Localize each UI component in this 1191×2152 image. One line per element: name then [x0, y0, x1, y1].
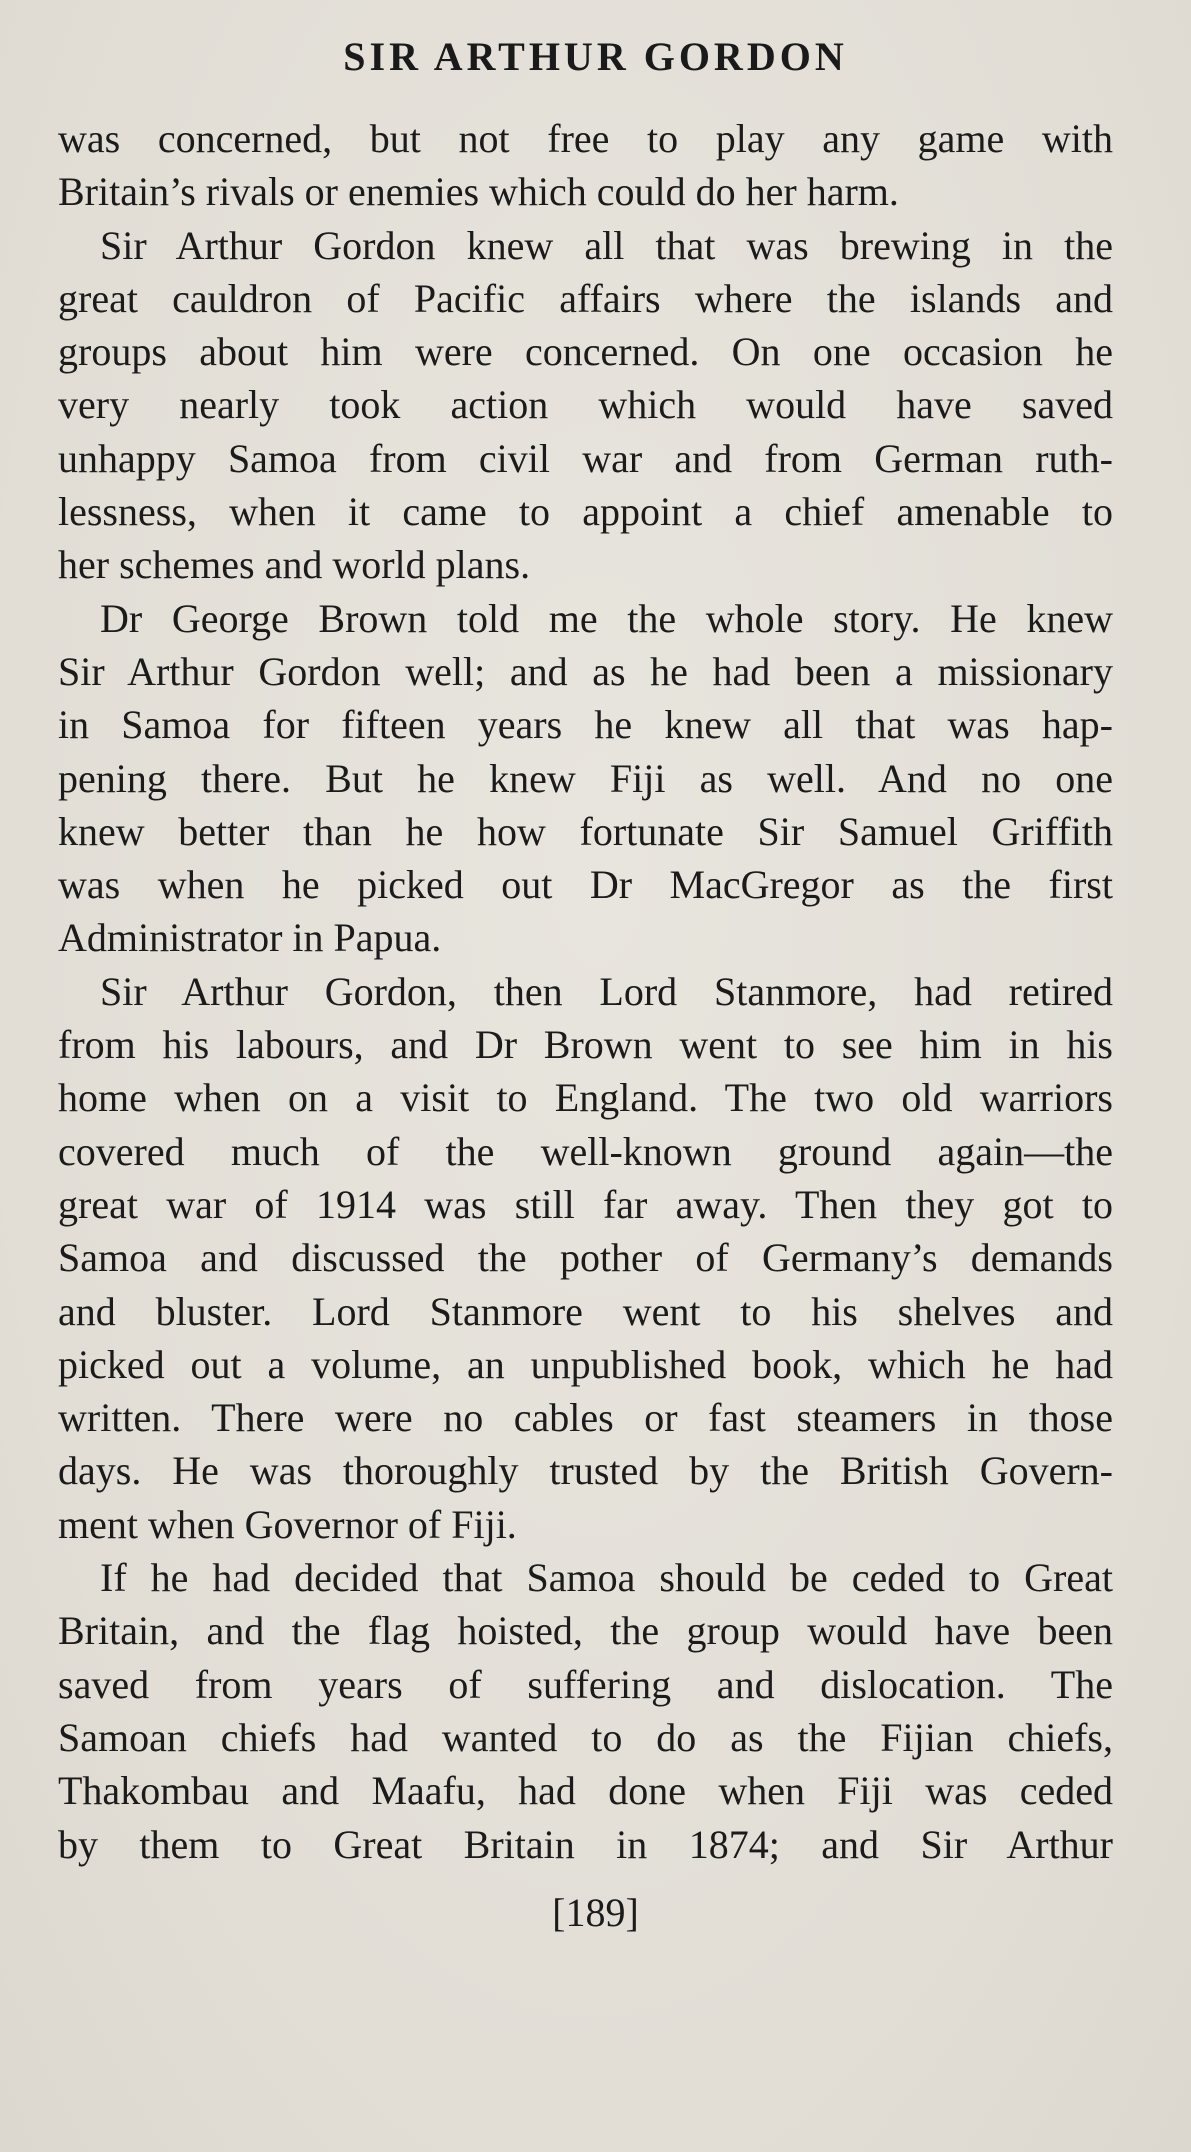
- text-line: Dr George Brown told me the whole story. He knew: [100, 595, 1113, 641]
- text-line: knew better than he how fortunate Sir Samuel Griffith: [58, 808, 1113, 854]
- text-line: Britain, and the flag hoisted, the group would have been: [58, 1608, 1113, 1654]
- text-line: Administrator in Papua.: [58, 915, 442, 961]
- text-line: pening there. But he knew Fiji as well. And no one: [58, 755, 1113, 801]
- text-line: covered much of the well-known ground again—the: [58, 1128, 1113, 1174]
- text-line: from his labours, and Dr Brown went to see him in his: [58, 1022, 1113, 1068]
- paragraph: [58, 592, 1113, 965]
- text-line: was concerned, but not free to play any game with: [58, 116, 1113, 161]
- body-text: [58, 112, 1113, 1871]
- text-line: great cauldron of Pacific affairs where the islands and: [58, 275, 1113, 321]
- text-line: her schemes and world plans.: [58, 542, 531, 588]
- text-line: days. He was thoroughly trusted by the British Govern-: [58, 1448, 1113, 1494]
- text-line: great war of 1914 was still far away. Then they got to: [58, 1181, 1113, 1227]
- text-line: written. There were no cables or fast steamers in those: [58, 1395, 1113, 1441]
- text-line: If he had decided that Samoa should be ceded to Great: [100, 1555, 1113, 1601]
- text-line: Sir Arthur Gordon knew all that was brewing in the: [100, 222, 1113, 268]
- text-line: home when on a visit to England. The two old warriors: [58, 1075, 1113, 1121]
- paragraph: [58, 1551, 1113, 1871]
- text-line: was when he picked out Dr MacGregor as the first: [58, 862, 1113, 908]
- text-line: Sir Arthur Gordon well; and as he had been a missionary: [58, 648, 1113, 694]
- text-line: very nearly took action which would have saved: [58, 382, 1113, 428]
- text-line: Samoan chiefs had wanted to do as the Fijian chiefs,: [58, 1714, 1113, 1760]
- text-line: and bluster. Lord Stanmore went to his shelves and: [58, 1288, 1113, 1334]
- text-line: Samoa and discussed the pother of Germany’s demands: [58, 1235, 1113, 1281]
- paragraph: [58, 112, 1113, 219]
- text-line: lessness, when it came to appoint a chief amenable to: [58, 489, 1113, 535]
- text-line: in Samoa for fifteen years he knew all that was hap-: [58, 702, 1113, 748]
- paragraph: [58, 219, 1113, 592]
- paragraph: [58, 965, 1113, 1551]
- text-line: by them to Great Britain in 1874; and Sir Arthur: [58, 1821, 1113, 1867]
- text-line: groups about him were concerned. On one occasion he: [58, 329, 1113, 375]
- text-line: Thakombau and Maafu, had done when Fiji was ceded: [58, 1768, 1113, 1814]
- text-line: picked out a volume, an unpublished book, which he had: [58, 1341, 1113, 1387]
- text-line: saved from years of suffering and dislocation. The: [58, 1661, 1113, 1707]
- text-line: unhappy Samoa from civil war and from German ruth-: [58, 435, 1113, 481]
- text-line: Britain’s rivals or enemies which could do her harm.: [58, 169, 899, 215]
- page-number: [189]: [552, 1890, 639, 1935]
- text-line: Sir Arthur Gordon, then Lord Stanmore, had retired: [100, 968, 1113, 1014]
- text-line: ment when Governor of Fiji.: [58, 1501, 517, 1547]
- running-head: SIR ARTHUR GORDON: [343, 34, 848, 79]
